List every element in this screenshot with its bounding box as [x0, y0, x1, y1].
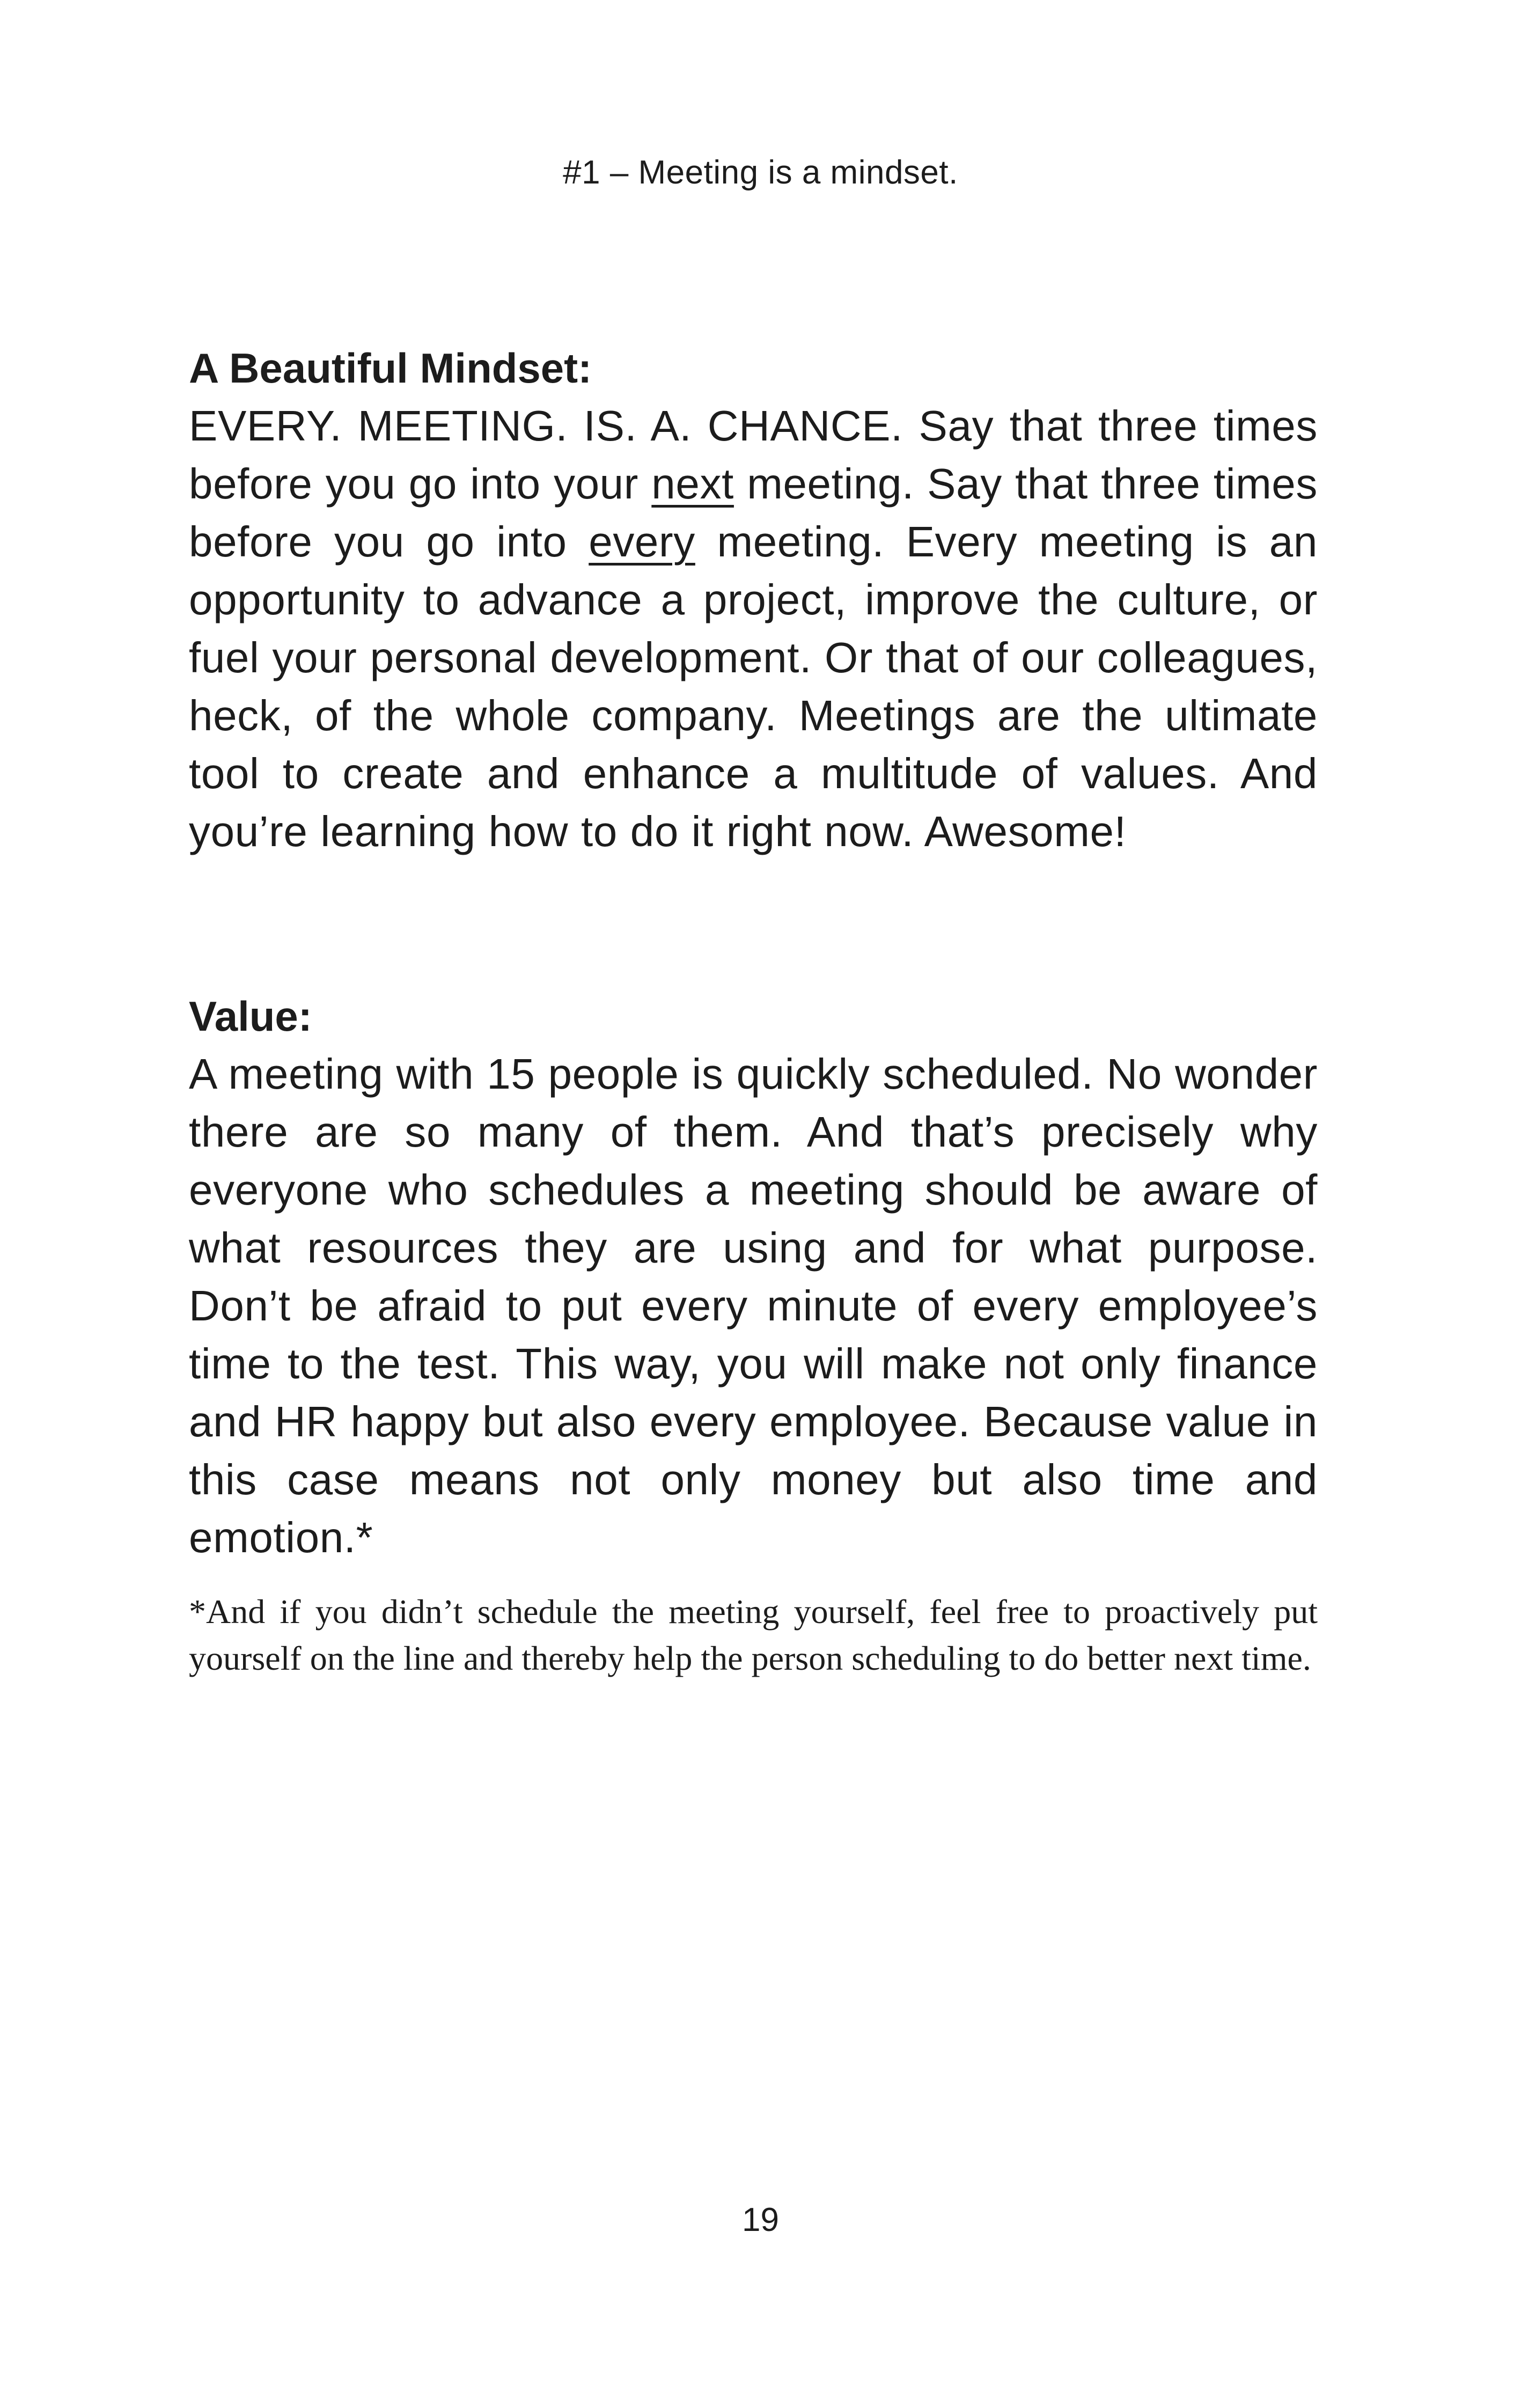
- section-heading: A Beautiful Mindset:: [189, 344, 592, 392]
- section-beautiful-mindset: [189, 339, 1318, 861]
- underlined-word-next: next: [651, 460, 734, 508]
- body-text: meeting. Every meeting is an opportunity to advance a project, improve the culture, or fuel your personal development. Or that of our colleagues, heck, of the whole company. Meetings are the ultimate tool to create and enhance a multitude of values. And you’re learning how to do it right now. Awesome!: [189, 518, 1318, 855]
- footnote: *And if you didn’t schedule the meeting yourself, feel free to proactively put yourself on the line and thereby help the person scheduling to do better next time.: [189, 1592, 1318, 1677]
- running-head: #1 – Meeting is a mindset.: [563, 154, 958, 191]
- body-text: meeting. Say that three times before you go into: [189, 460, 1318, 566]
- section-body: A meeting with 15 people is quickly scheduled. No wonder there are so many of them. And that’s precisely why everyone who schedules a meeting should be aware of what resources they are using and for what purpose. Don’t be afraid to put every minute of every employee’s time to the test. This way, you will make not only finance and HR happy but also every employee. Because value in this case means not only money but also time and emotion.*: [189, 1050, 1318, 1561]
- underlined-word-every: every: [589, 518, 695, 566]
- section-value: [189, 987, 1318, 1567]
- section-heading: Value:: [189, 993, 312, 1040]
- body-text: EVERY. MEETING. IS. A. CHANCE. Say that three times before you go into your: [189, 402, 1318, 508]
- page-number: 19: [742, 2201, 779, 2238]
- section-body: [189, 397, 1318, 861]
